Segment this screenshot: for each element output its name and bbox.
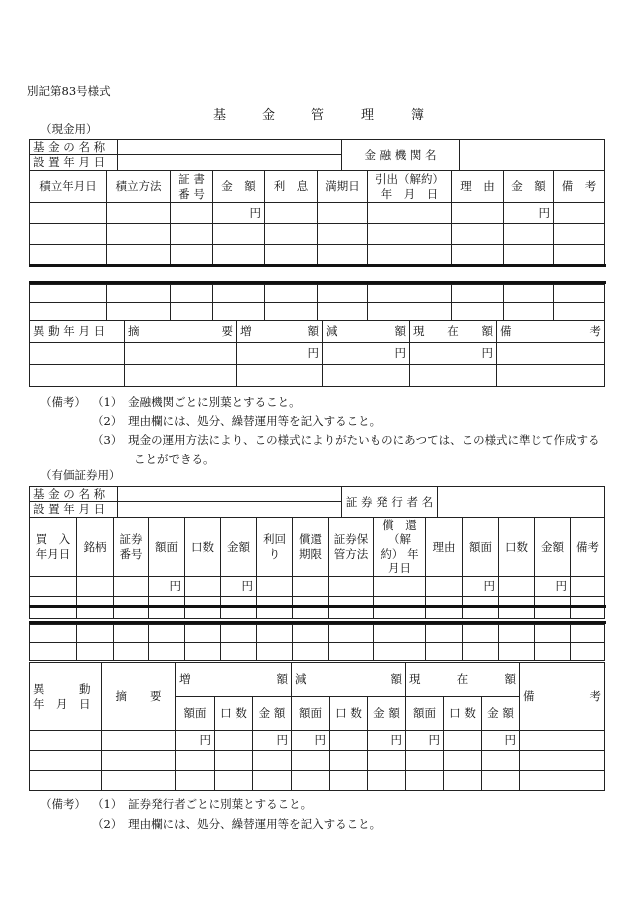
table-cell[interactable] [257, 643, 293, 661]
table-cell[interactable] [30, 303, 107, 321]
table-cell[interactable] [185, 576, 221, 596]
col-amount-2: 金 額 [504, 171, 554, 203]
yen-unit: 円 [410, 343, 497, 365]
table-cell[interactable] [185, 643, 221, 661]
table-cell[interactable] [554, 203, 605, 224]
table-cell[interactable] [520, 731, 605, 751]
col-face: 額面 [149, 518, 185, 577]
sub-face: 額面 [292, 697, 330, 731]
yen-unit: 円 [463, 576, 499, 596]
table-cell[interactable] [149, 625, 185, 643]
notes-label: （備考） [40, 395, 86, 409]
title-char: 簿 [411, 108, 425, 123]
table-cell[interactable] [571, 625, 605, 643]
col-remarks: 備考 [571, 518, 605, 577]
col-withdraw-date [368, 171, 452, 203]
cur-a: 現 [413, 324, 425, 339]
table-cell[interactable] [114, 576, 149, 596]
table-cell[interactable] [30, 731, 102, 751]
rem-a: 備 [500, 324, 512, 339]
table-cell[interactable] [452, 285, 504, 303]
yen-unit: 円 [253, 731, 292, 751]
table-cell[interactable] [318, 245, 368, 265]
rem-b: 考 [589, 689, 601, 704]
table-cell[interactable] [535, 625, 571, 643]
table-cell[interactable] [318, 224, 368, 245]
col-remarks: 備 考 [554, 171, 605, 203]
table-cell[interactable] [406, 771, 444, 791]
rem-b: 考 [589, 324, 601, 339]
table-cell[interactable] [323, 365, 410, 387]
table-cell[interactable] [482, 751, 520, 771]
table-cell[interactable] [293, 576, 329, 596]
setup-date-label: 設 置 年 月 日 [30, 502, 118, 517]
table-cell[interactable] [215, 771, 253, 791]
table-cell[interactable] [221, 643, 257, 661]
table-cell[interactable] [452, 224, 504, 245]
col-summary: 摘 要 [102, 663, 176, 731]
table-cell[interactable] [293, 625, 329, 643]
col-maturity: 満期日 [318, 171, 368, 203]
table-cell[interactable] [504, 245, 554, 265]
table-cell[interactable] [330, 751, 368, 771]
col-redeem-limit: 償還 期限 [293, 518, 329, 577]
table-cell[interactable] [265, 203, 318, 224]
table-cell[interactable] [368, 203, 452, 224]
table-cell[interactable] [265, 224, 318, 245]
col-current [406, 663, 520, 697]
table-cell[interactable] [554, 285, 605, 303]
dec-b: 額 [394, 324, 406, 339]
yen-unit: 円 [323, 343, 410, 365]
table-cell[interactable] [102, 771, 176, 791]
fund-name-label: 基 金 の 名 称 [30, 487, 118, 502]
table-cell[interactable] [215, 731, 253, 751]
yen-unit: 円 [292, 731, 330, 751]
table-cell[interactable] [30, 285, 107, 303]
table-cell[interactable] [30, 576, 77, 596]
sub-qty: 口 数 [444, 697, 482, 731]
title-char: 理 [361, 108, 375, 123]
inc-b: 額 [276, 672, 288, 687]
col-cert-no: 証券 番号 [114, 518, 149, 577]
table-cell[interactable] [368, 751, 406, 771]
table-cell[interactable] [171, 224, 213, 245]
table-cell[interactable] [171, 285, 213, 303]
table-cell[interactable] [77, 625, 114, 643]
securities-ledger-table [29, 517, 605, 619]
table-cell[interactable] [368, 303, 452, 321]
col-decrease [323, 321, 410, 343]
table-cell[interactable] [213, 224, 265, 245]
yen-unit: 円 [482, 731, 520, 751]
table-cell[interactable] [426, 643, 463, 661]
table-cell[interactable] [368, 285, 452, 303]
table-cell[interactable] [497, 343, 605, 365]
table-cell[interactable] [292, 751, 330, 771]
table-cell[interactable] [185, 625, 221, 643]
col-qty: 口数 [185, 518, 221, 577]
table-cell[interactable] [30, 751, 102, 771]
table-cell[interactable] [499, 643, 535, 661]
summary-a: 摘 [128, 324, 140, 339]
securities-info-table [29, 486, 605, 518]
cash-movement-table [29, 320, 605, 387]
table-cell[interactable] [426, 576, 463, 596]
col-redeem-date: 償 還 （解約） 年月日 [374, 518, 426, 577]
note-2: （2） 理由欄には、処分、繰替運用等を記入すること。 [92, 817, 382, 831]
table-cell[interactable] [213, 245, 265, 265]
table-cell[interactable] [504, 285, 554, 303]
table-cell[interactable] [499, 625, 535, 643]
table-cell[interactable] [329, 643, 374, 661]
cash-ledger-table [29, 170, 605, 265]
sub-face: 額面 [406, 697, 444, 731]
table-cell[interactable] [520, 751, 605, 771]
yen-unit: 円 [535, 576, 571, 596]
table-cell[interactable] [215, 751, 253, 771]
title-char: 基 [213, 108, 227, 123]
table-cell[interactable] [107, 303, 171, 321]
table-cell[interactable] [292, 771, 330, 791]
table-cell[interactable] [426, 625, 463, 643]
col-amount: 金額 [221, 518, 257, 577]
col-brand: 銘柄 [77, 518, 114, 577]
table-cell[interactable] [504, 224, 554, 245]
cur-b: 在 [456, 672, 469, 687]
table-cell[interactable] [107, 224, 171, 245]
col-remarks-2 [497, 321, 605, 343]
yen-unit: 円 [406, 731, 444, 751]
table-cell[interactable] [463, 625, 499, 643]
cur-b: 在 [447, 324, 459, 339]
yen-unit: 円 [149, 576, 185, 596]
table-cell[interactable] [410, 365, 497, 387]
col-increase [237, 321, 323, 343]
notes-label: （備考） [40, 797, 86, 811]
table-cell[interactable] [107, 285, 171, 303]
cash-section-label: （現金用） [40, 122, 98, 136]
table-cell[interactable] [444, 731, 482, 751]
title-char: 管 [311, 108, 325, 123]
withdraw-label: 引出（解約） [375, 172, 444, 187]
dec-b: 額 [390, 672, 402, 687]
col-interest: 利 息 [265, 171, 318, 203]
table-cell[interactable] [149, 643, 185, 661]
table-cell[interactable] [330, 771, 368, 791]
table-cell[interactable] [444, 751, 482, 771]
col-reason: 理由 [426, 518, 463, 577]
table-cell[interactable] [253, 771, 292, 791]
withdraw-ymd: 年 月 日 [380, 186, 439, 201]
col-deposit-method: 積立方法 [107, 171, 171, 203]
col-face-2: 額面 [463, 518, 499, 577]
table-cell[interactable] [257, 625, 293, 643]
issuer-label: 証 券 発 行 者 名 [342, 487, 438, 518]
table-cell[interactable] [30, 643, 77, 661]
inc-a: 増 [179, 672, 191, 687]
table-cell[interactable] [329, 625, 374, 643]
rem-a: 備 [523, 689, 535, 704]
sub-qty: 口 数 [215, 697, 253, 731]
table-cell[interactable] [125, 343, 237, 365]
col-reason: 理 由 [452, 171, 504, 203]
table-cell[interactable] [265, 285, 318, 303]
table-cell[interactable] [30, 245, 107, 265]
table-cell[interactable] [30, 771, 102, 791]
table-cell[interactable] [463, 643, 499, 661]
cur-c: 額 [504, 672, 516, 687]
table-cell[interactable] [30, 365, 125, 387]
table-cell[interactable] [406, 751, 444, 771]
table-cell[interactable] [176, 751, 215, 771]
table-cell[interactable] [171, 245, 213, 265]
table-cell[interactable] [368, 224, 452, 245]
table-cell[interactable] [571, 643, 605, 661]
setup-date-label: 設 置 年 月 日 [30, 155, 118, 170]
cur-a: 現 [409, 672, 421, 687]
col-amount-2: 金額 [535, 518, 571, 577]
table-cell[interactable] [253, 751, 292, 771]
table-cell[interactable] [571, 576, 605, 596]
table-cell[interactable] [30, 203, 107, 224]
fund-name-field[interactable] [118, 140, 342, 155]
fund-name-field[interactable] [118, 487, 342, 502]
table-cell[interactable] [330, 731, 368, 751]
summary-b: 要 [221, 324, 233, 339]
yen-unit: 円 [368, 731, 406, 751]
col-yield: 利回 り [257, 518, 293, 577]
securities-section-label: （有価証券用） [40, 468, 121, 482]
table-cell[interactable] [171, 203, 213, 224]
inc-b: 額 [307, 324, 319, 339]
setup-date-field[interactable] [118, 502, 342, 517]
note-3-cont: ことができる。 [134, 452, 215, 466]
title-char: 金 [262, 108, 276, 123]
table-cell[interactable] [482, 771, 520, 791]
table-cell[interactable] [554, 303, 605, 321]
yen-unit: 円 [221, 576, 257, 596]
table-cell[interactable] [444, 771, 482, 791]
col-remarks [520, 663, 605, 731]
table-cell[interactable] [318, 203, 368, 224]
col-current [410, 321, 497, 343]
col-custody: 証券保 管方法 [329, 518, 374, 577]
table-cell[interactable] [293, 643, 329, 661]
table-cell[interactable] [452, 303, 504, 321]
setup-date-field[interactable] [118, 155, 342, 170]
table-cell[interactable] [221, 625, 257, 643]
institution-label: 金 融 機 関 名 [342, 140, 460, 171]
table-cell[interactable] [77, 643, 114, 661]
table-cell[interactable] [374, 643, 426, 661]
table-cell[interactable] [102, 731, 176, 751]
institution-field[interactable] [460, 140, 605, 171]
note-3: （3） 現金の運用方法により、この様式によりがたいものにあつては、この様式に準じて作成する [92, 433, 600, 447]
col-cert-no: 証 書 番 号 [171, 171, 213, 203]
table-cell[interactable] [114, 625, 149, 643]
col-increase [176, 663, 292, 697]
break-line [29, 264, 606, 267]
col-decrease [292, 663, 406, 697]
table-cell[interactable] [265, 245, 318, 265]
inc-a: 増 [240, 324, 252, 339]
table-cell[interactable] [30, 625, 77, 643]
table-cell[interactable] [535, 643, 571, 661]
table-cell[interactable] [171, 303, 213, 321]
table-cell[interactable] [176, 771, 215, 791]
cash-info-table [29, 139, 605, 171]
col-qty-2: 口数 [499, 518, 535, 577]
col-summary [125, 321, 237, 343]
table-cell[interactable] [497, 365, 605, 387]
table-cell[interactable] [554, 224, 605, 245]
table-cell[interactable] [257, 576, 293, 596]
table-cell[interactable] [125, 365, 237, 387]
sub-amount: 金 額 [253, 697, 292, 731]
col-amount: 金 額 [213, 171, 265, 203]
sub-face: 額面 [176, 697, 215, 731]
yen-unit: 円 [213, 203, 265, 224]
table-cell[interactable] [452, 203, 504, 224]
securities-movement-table [29, 662, 605, 791]
note-1: （1） 金融機関ごとに別葉とすること。 [92, 395, 301, 409]
table-cell[interactable] [368, 245, 452, 265]
table-cell[interactable] [30, 224, 107, 245]
table-cell[interactable] [318, 285, 368, 303]
dec-a: 減 [295, 672, 307, 687]
table-cell[interactable] [504, 303, 554, 321]
table-cell[interactable] [114, 643, 149, 661]
table-cell[interactable] [107, 203, 171, 224]
table-cell[interactable] [265, 303, 318, 321]
securities-ledger-continued [29, 624, 605, 661]
table-cell[interactable] [520, 771, 605, 791]
yen-unit: 円 [176, 731, 215, 751]
cur-c: 額 [481, 324, 493, 339]
table-cell[interactable] [30, 343, 125, 365]
table-cell[interactable] [452, 245, 504, 265]
col-change-date: 異 動 年 月 日 [30, 321, 125, 343]
sub-amount: 金 額 [368, 697, 406, 731]
yen-unit: 円 [504, 203, 554, 224]
cash-ledger-continued [29, 284, 605, 321]
form-number: 別記第83号様式 [27, 84, 111, 98]
table-cell[interactable] [554, 245, 605, 265]
table-cell[interactable] [318, 303, 368, 321]
table-cell[interactable] [102, 751, 176, 771]
table-cell[interactable] [107, 245, 171, 265]
sub-qty: 口 数 [330, 697, 368, 731]
table-cell[interactable] [213, 285, 265, 303]
note-2: （2） 理由欄には、処分、繰替運用等を記入すること。 [92, 414, 382, 428]
table-cell[interactable] [368, 771, 406, 791]
sub-amount: 金 額 [482, 697, 520, 731]
table-cell[interactable] [213, 303, 265, 321]
table-cell[interactable] [237, 365, 323, 387]
dec-a: 減 [326, 324, 338, 339]
note-1: （1） 証券発行者ごとに別葉とすること。 [92, 797, 313, 811]
fund-name-label: 基 金 の 名 称 [30, 140, 118, 155]
col-change-date: 異 動 年 月 日 [30, 663, 102, 731]
col-buy-date: 買 入 年月日 [30, 518, 77, 577]
issuer-field[interactable] [438, 487, 605, 518]
table-cell[interactable] [374, 625, 426, 643]
table-cell[interactable] [329, 576, 374, 596]
yen-unit: 円 [237, 343, 323, 365]
col-deposit-date: 積立年月日 [30, 171, 107, 203]
table-cell[interactable] [77, 576, 114, 596]
break-line [29, 605, 606, 608]
table-cell[interactable] [499, 576, 535, 596]
table-cell[interactable] [374, 576, 426, 596]
